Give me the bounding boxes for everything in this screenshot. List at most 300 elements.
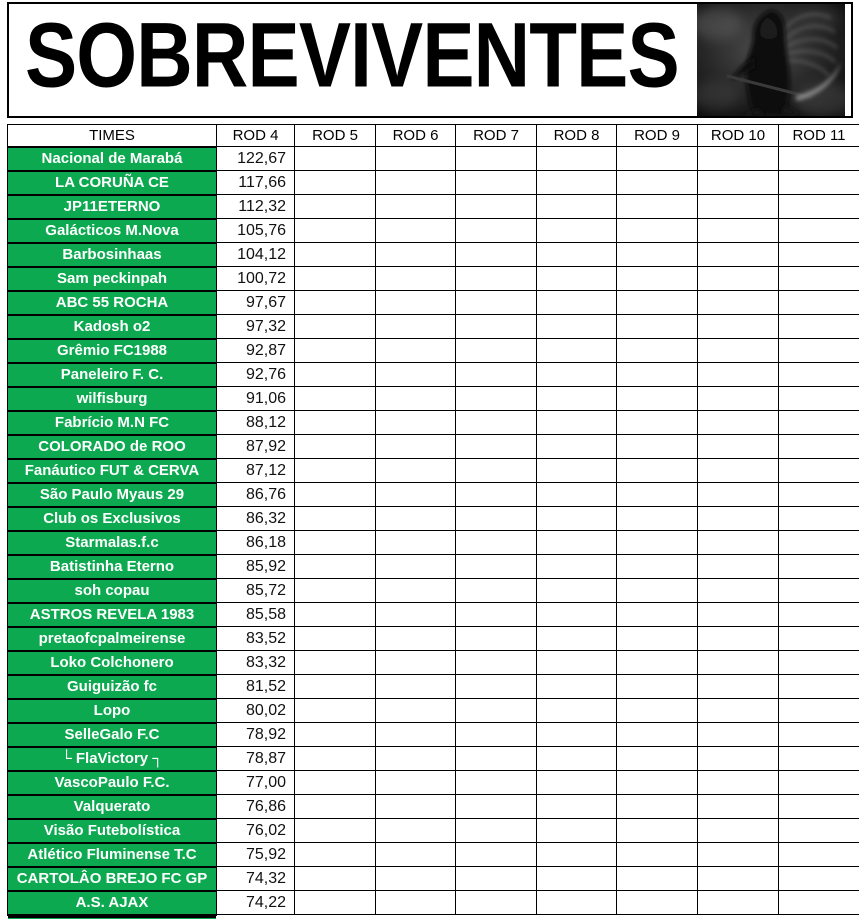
- team-cell[interactable]: São Paulo Myaus 29: [8, 483, 217, 507]
- rod4-value-cell[interactable]: 80,02: [217, 699, 295, 723]
- rod4-value-cell[interactable]: 87,12: [217, 459, 295, 483]
- rod7-empty-cell[interactable]: [456, 459, 537, 483]
- rod6-empty-cell[interactable]: [376, 483, 456, 507]
- rod5-empty-cell[interactable]: [295, 651, 376, 675]
- rod11-empty-cell[interactable]: [779, 891, 859, 915]
- team-cell[interactable]: JP11ETERNO: [8, 195, 217, 219]
- rod4-value-cell[interactable]: 92,76: [217, 363, 295, 387]
- rod4-value-cell[interactable]: 75,92: [217, 843, 295, 867]
- rod10-empty-cell[interactable]: [698, 675, 779, 699]
- rod10-empty-cell[interactable]: [698, 459, 779, 483]
- rod10-empty-cell[interactable]: [698, 195, 779, 219]
- rod8-empty-cell[interactable]: [537, 819, 617, 843]
- rod8-empty-cell[interactable]: [537, 675, 617, 699]
- rod6-empty-cell[interactable]: [376, 771, 456, 795]
- rod8-empty-cell[interactable]: [537, 531, 617, 555]
- rod8-empty-cell[interactable]: [537, 363, 617, 387]
- rod6-empty-cell[interactable]: [376, 603, 456, 627]
- rod11-empty-cell[interactable]: [779, 483, 859, 507]
- team-cell[interactable]: Paneleiro F. C.: [8, 363, 217, 387]
- column-header[interactable]: ROD 4: [217, 125, 295, 147]
- rod8-empty-cell[interactable]: [537, 411, 617, 435]
- rod6-empty-cell[interactable]: [376, 315, 456, 339]
- rod8-empty-cell[interactable]: [537, 315, 617, 339]
- rod5-empty-cell[interactable]: [295, 147, 376, 171]
- team-cell[interactable]: ABC 55 ROCHA: [8, 291, 217, 315]
- rod7-empty-cell[interactable]: [456, 819, 537, 843]
- rod10-empty-cell[interactable]: [698, 603, 779, 627]
- rod10-empty-cell[interactable]: [698, 795, 779, 819]
- rod8-empty-cell[interactable]: [537, 723, 617, 747]
- rod6-empty-cell[interactable]: [376, 411, 456, 435]
- rod9-empty-cell[interactable]: [617, 627, 698, 651]
- team-cell[interactable]: Barbosinhaas: [8, 243, 217, 267]
- team-cell[interactable]: Batistinha Eterno: [8, 555, 217, 579]
- grim-reaper-icon: [697, 4, 845, 116]
- rod7-empty-cell[interactable]: [456, 531, 537, 555]
- rod8-empty-cell[interactable]: [537, 267, 617, 291]
- rod7-empty-cell[interactable]: [456, 651, 537, 675]
- rod5-empty-cell[interactable]: [295, 291, 376, 315]
- rod7-empty-cell[interactable]: [456, 387, 537, 411]
- team-cell[interactable]: Galácticos M.Nova: [8, 219, 217, 243]
- rod10-empty-cell[interactable]: [698, 411, 779, 435]
- rod4-value-cell[interactable]: 91,06: [217, 387, 295, 411]
- team-cell[interactable]: Sam peckinpah: [8, 267, 217, 291]
- rod9-empty-cell[interactable]: [617, 699, 698, 723]
- rod4-value-cell[interactable]: 97,67: [217, 291, 295, 315]
- rod11-empty-cell[interactable]: [779, 771, 859, 795]
- rod11-empty-cell[interactable]: [779, 315, 859, 339]
- team-cell[interactable]: LA CORUÑA CE: [8, 171, 217, 195]
- rod4-value-cell[interactable]: 77,00: [217, 771, 295, 795]
- rod4-value-cell[interactable]: 74,32: [217, 867, 295, 891]
- rod6-empty-cell[interactable]: [376, 627, 456, 651]
- rod5-empty-cell[interactable]: [295, 459, 376, 483]
- team-cell[interactable]: soh copau: [8, 579, 217, 603]
- rod5-empty-cell[interactable]: [295, 219, 376, 243]
- rod4-value-cell[interactable]: 74,22: [217, 891, 295, 915]
- rod7-empty-cell[interactable]: [456, 147, 537, 171]
- team-cell[interactable]: Starmalas.f.c: [8, 531, 217, 555]
- rod7-empty-cell[interactable]: [456, 435, 537, 459]
- rod10-empty-cell[interactable]: [698, 531, 779, 555]
- rod6-empty-cell[interactable]: [376, 675, 456, 699]
- rod6-empty-cell[interactable]: [376, 843, 456, 867]
- rod5-empty-cell[interactable]: [295, 483, 376, 507]
- team-cell[interactable]: pretaofcpalmeirense: [8, 627, 217, 651]
- rod9-empty-cell[interactable]: [617, 507, 698, 531]
- rod10-empty-cell[interactable]: [698, 435, 779, 459]
- rod8-empty-cell[interactable]: [537, 483, 617, 507]
- rod5-empty-cell[interactable]: [295, 339, 376, 363]
- rod5-empty-cell[interactable]: [295, 171, 376, 195]
- team-cell[interactable]: Valquerato: [8, 795, 217, 819]
- rod4-value-cell[interactable]: 100,72: [217, 267, 295, 291]
- team-cell[interactable]: A.S. AJAX: [8, 891, 217, 915]
- rod7-empty-cell[interactable]: [456, 483, 537, 507]
- column-header[interactable]: ROD 9: [617, 125, 698, 147]
- rod6-empty-cell[interactable]: [376, 339, 456, 363]
- rod9-empty-cell[interactable]: [617, 219, 698, 243]
- rod7-empty-cell[interactable]: [456, 267, 537, 291]
- rod11-empty-cell[interactable]: [779, 627, 859, 651]
- rod11-empty-cell[interactable]: [779, 147, 859, 171]
- rod10-empty-cell[interactable]: [698, 771, 779, 795]
- rod5-empty-cell[interactable]: [295, 795, 376, 819]
- rod6-empty-cell[interactable]: [376, 363, 456, 387]
- rod8-empty-cell[interactable]: [537, 843, 617, 867]
- rod7-empty-cell[interactable]: [456, 171, 537, 195]
- team-cell[interactable]: Visão Futebolística: [8, 819, 217, 843]
- rod11-empty-cell[interactable]: [779, 339, 859, 363]
- rod7-empty-cell[interactable]: [456, 339, 537, 363]
- rod4-value-cell[interactable]: 117,66: [217, 171, 295, 195]
- rod8-empty-cell[interactable]: [537, 219, 617, 243]
- team-cell[interactable]: Fabrício M.N FC: [8, 411, 217, 435]
- rod9-empty-cell[interactable]: [617, 363, 698, 387]
- rod5-empty-cell[interactable]: [295, 771, 376, 795]
- rod11-empty-cell[interactable]: [779, 195, 859, 219]
- rod9-empty-cell[interactable]: [617, 747, 698, 771]
- rod10-empty-cell[interactable]: [698, 507, 779, 531]
- rod5-empty-cell[interactable]: [295, 891, 376, 915]
- rod4-value-cell[interactable]: 86,18: [217, 531, 295, 555]
- rod8-empty-cell[interactable]: [537, 195, 617, 219]
- rod9-empty-cell[interactable]: [617, 243, 698, 267]
- rod10-empty-cell[interactable]: [698, 339, 779, 363]
- rod11-empty-cell[interactable]: [779, 411, 859, 435]
- team-cell[interactable]: CARTOLÂO BREJO FC GP: [8, 867, 217, 891]
- rod5-empty-cell[interactable]: [295, 531, 376, 555]
- rod9-empty-cell[interactable]: [617, 891, 698, 915]
- rod9-empty-cell[interactable]: [617, 411, 698, 435]
- rod10-empty-cell[interactable]: [698, 315, 779, 339]
- rod7-empty-cell[interactable]: [456, 315, 537, 339]
- rod4-value-cell[interactable]: 97,32: [217, 315, 295, 339]
- column-header[interactable]: ROD 8: [537, 125, 617, 147]
- rod6-empty-cell[interactable]: [376, 699, 456, 723]
- team-cell[interactable]: Loko Colchonero: [8, 651, 217, 675]
- rod10-empty-cell[interactable]: [698, 219, 779, 243]
- rod9-empty-cell[interactable]: [617, 579, 698, 603]
- column-header[interactable]: ROD 7: [456, 125, 537, 147]
- rod5-empty-cell[interactable]: [295, 315, 376, 339]
- rod5-empty-cell[interactable]: [295, 435, 376, 459]
- rod6-empty-cell[interactable]: [376, 867, 456, 891]
- rod9-empty-cell[interactable]: [617, 555, 698, 579]
- rod11-empty-cell[interactable]: [779, 579, 859, 603]
- rod10-empty-cell[interactable]: [698, 147, 779, 171]
- rod9-empty-cell[interactable]: [617, 795, 698, 819]
- rod10-empty-cell[interactable]: [698, 171, 779, 195]
- rod7-empty-cell[interactable]: [456, 723, 537, 747]
- rod4-value-cell[interactable]: 122,67: [217, 147, 295, 171]
- rod11-empty-cell[interactable]: [779, 819, 859, 843]
- rod4-value-cell[interactable]: 86,32: [217, 507, 295, 531]
- team-cell[interactable]: wilfisburg: [8, 387, 217, 411]
- rod9-empty-cell[interactable]: [617, 339, 698, 363]
- column-header[interactable]: TIMES: [8, 125, 217, 147]
- rod10-empty-cell[interactable]: [698, 867, 779, 891]
- team-cell[interactable]: ASTROS REVELA 1983: [8, 603, 217, 627]
- rod5-empty-cell[interactable]: [295, 723, 376, 747]
- rod6-empty-cell[interactable]: [376, 171, 456, 195]
- rod10-empty-cell[interactable]: [698, 387, 779, 411]
- rod10-empty-cell[interactable]: [698, 483, 779, 507]
- rod6-empty-cell[interactable]: [376, 579, 456, 603]
- rod5-empty-cell[interactable]: [295, 387, 376, 411]
- rod8-empty-cell[interactable]: [537, 387, 617, 411]
- rod7-empty-cell[interactable]: [456, 747, 537, 771]
- rod9-empty-cell[interactable]: [617, 531, 698, 555]
- rod6-empty-cell[interactable]: [376, 291, 456, 315]
- rod10-empty-cell[interactable]: [698, 291, 779, 315]
- rod8-empty-cell[interactable]: [537, 171, 617, 195]
- rod8-empty-cell[interactable]: [537, 867, 617, 891]
- rod11-empty-cell[interactable]: [779, 867, 859, 891]
- rod11-empty-cell[interactable]: [779, 459, 859, 483]
- rod7-empty-cell[interactable]: [456, 699, 537, 723]
- rod9-empty-cell[interactable]: [617, 651, 698, 675]
- rod7-empty-cell[interactable]: [456, 579, 537, 603]
- rod4-value-cell[interactable]: 76,02: [217, 819, 295, 843]
- rod8-empty-cell[interactable]: [537, 747, 617, 771]
- rod11-empty-cell[interactable]: [779, 291, 859, 315]
- rod7-empty-cell[interactable]: [456, 843, 537, 867]
- rod7-empty-cell[interactable]: [456, 771, 537, 795]
- column-header[interactable]: ROD 5: [295, 125, 376, 147]
- team-cell[interactable]: └ FlaVictory ┐: [8, 747, 217, 771]
- rod8-empty-cell[interactable]: [537, 771, 617, 795]
- rod7-empty-cell[interactable]: [456, 243, 537, 267]
- rod5-empty-cell[interactable]: [295, 867, 376, 891]
- rod9-empty-cell[interactable]: [617, 843, 698, 867]
- rod7-empty-cell[interactable]: [456, 675, 537, 699]
- rod9-empty-cell[interactable]: [617, 483, 698, 507]
- rod5-empty-cell[interactable]: [295, 843, 376, 867]
- column-header[interactable]: ROD 10: [698, 125, 779, 147]
- rod4-value-cell[interactable]: 83,32: [217, 651, 295, 675]
- rod4-value-cell[interactable]: 86,76: [217, 483, 295, 507]
- rod5-empty-cell[interactable]: [295, 699, 376, 723]
- rod6-empty-cell[interactable]: [376, 195, 456, 219]
- rod8-empty-cell[interactable]: [537, 507, 617, 531]
- rod9-empty-cell[interactable]: [617, 459, 698, 483]
- rod11-empty-cell[interactable]: [779, 699, 859, 723]
- team-cell[interactable]: SelleGalo F.C: [8, 723, 217, 747]
- rod4-value-cell[interactable]: 83,52: [217, 627, 295, 651]
- rod6-empty-cell[interactable]: [376, 243, 456, 267]
- rod5-empty-cell[interactable]: [295, 675, 376, 699]
- rod4-value-cell[interactable]: 105,76: [217, 219, 295, 243]
- rod5-empty-cell[interactable]: [295, 555, 376, 579]
- rod9-empty-cell[interactable]: [617, 867, 698, 891]
- rod5-empty-cell[interactable]: [295, 507, 376, 531]
- rod9-empty-cell[interactable]: [617, 675, 698, 699]
- rod8-empty-cell[interactable]: [537, 891, 617, 915]
- rod10-empty-cell[interactable]: [698, 723, 779, 747]
- rod9-empty-cell[interactable]: [617, 387, 698, 411]
- rod6-empty-cell[interactable]: [376, 795, 456, 819]
- rod11-empty-cell[interactable]: [779, 219, 859, 243]
- team-cell[interactable]: VascoPaulo F.C.: [8, 771, 217, 795]
- rod7-empty-cell[interactable]: [456, 867, 537, 891]
- rod10-empty-cell[interactable]: [698, 579, 779, 603]
- rod10-empty-cell[interactable]: [698, 243, 779, 267]
- rod5-empty-cell[interactable]: [295, 243, 376, 267]
- team-cell[interactable]: Club os Exclusivos: [8, 507, 217, 531]
- rod10-empty-cell[interactable]: [698, 267, 779, 291]
- rod6-empty-cell[interactable]: [376, 435, 456, 459]
- rod11-empty-cell[interactable]: [779, 243, 859, 267]
- rod4-value-cell[interactable]: 81,52: [217, 675, 295, 699]
- rod4-value-cell[interactable]: 87,92: [217, 435, 295, 459]
- rod9-empty-cell[interactable]: [617, 147, 698, 171]
- rod7-empty-cell[interactable]: [456, 363, 537, 387]
- rod11-empty-cell[interactable]: [779, 795, 859, 819]
- rod8-empty-cell[interactable]: [537, 795, 617, 819]
- rod8-empty-cell[interactable]: [537, 651, 617, 675]
- rod10-empty-cell[interactable]: [698, 627, 779, 651]
- team-cell[interactable]: COLORADO de ROO: [8, 435, 217, 459]
- rod7-empty-cell[interactable]: [456, 291, 537, 315]
- rod11-empty-cell[interactable]: [779, 435, 859, 459]
- rod6-empty-cell[interactable]: [376, 147, 456, 171]
- rod8-empty-cell[interactable]: [537, 435, 617, 459]
- rod7-empty-cell[interactable]: [456, 507, 537, 531]
- team-cell[interactable]: Fanáutico FUT & CERVA: [8, 459, 217, 483]
- rod7-empty-cell[interactable]: [456, 411, 537, 435]
- rod5-empty-cell[interactable]: [295, 747, 376, 771]
- rod6-empty-cell[interactable]: [376, 747, 456, 771]
- rod6-empty-cell[interactable]: [376, 267, 456, 291]
- rod4-value-cell[interactable]: 76,86: [217, 795, 295, 819]
- table-row: [8, 387, 859, 411]
- team-cell[interactable]: Atlético Fluminense T.C: [8, 843, 217, 867]
- rod9-empty-cell[interactable]: [617, 195, 698, 219]
- rod11-empty-cell[interactable]: [779, 267, 859, 291]
- rod5-empty-cell[interactable]: [295, 195, 376, 219]
- rod8-empty-cell[interactable]: [537, 579, 617, 603]
- rod4-value-cell[interactable]: 88,12: [217, 411, 295, 435]
- team-cell[interactable]: Nacional de Marabá: [8, 147, 217, 171]
- rod10-empty-cell[interactable]: [698, 363, 779, 387]
- rod4-value-cell[interactable]: 104,12: [217, 243, 295, 267]
- rod9-empty-cell[interactable]: [617, 171, 698, 195]
- rod11-empty-cell[interactable]: [779, 675, 859, 699]
- rod8-empty-cell[interactable]: [537, 459, 617, 483]
- rod5-empty-cell[interactable]: [295, 579, 376, 603]
- rod6-empty-cell[interactable]: [376, 891, 456, 915]
- rod11-empty-cell[interactable]: [779, 531, 859, 555]
- rod11-empty-cell[interactable]: [779, 363, 859, 387]
- rod6-empty-cell[interactable]: [376, 819, 456, 843]
- rod11-empty-cell[interactable]: [779, 723, 859, 747]
- rod9-empty-cell[interactable]: [617, 819, 698, 843]
- rod8-empty-cell[interactable]: [537, 699, 617, 723]
- rod9-empty-cell[interactable]: [617, 267, 698, 291]
- rod11-empty-cell[interactable]: [779, 843, 859, 867]
- rod5-empty-cell[interactable]: [295, 627, 376, 651]
- rod11-empty-cell[interactable]: [779, 555, 859, 579]
- rod4-value-cell[interactable]: 85,72: [217, 579, 295, 603]
- rod9-empty-cell[interactable]: [617, 315, 698, 339]
- rod8-empty-cell[interactable]: [537, 243, 617, 267]
- rod7-empty-cell[interactable]: [456, 795, 537, 819]
- team-cell[interactable]: Grêmio FC1988: [8, 339, 217, 363]
- rod6-empty-cell[interactable]: [376, 531, 456, 555]
- rod6-empty-cell[interactable]: [376, 219, 456, 243]
- table-row: [8, 459, 859, 483]
- rod10-empty-cell[interactable]: [698, 747, 779, 771]
- rod5-empty-cell[interactable]: [295, 267, 376, 291]
- rod11-empty-cell[interactable]: [779, 651, 859, 675]
- rod6-empty-cell[interactable]: [376, 651, 456, 675]
- rod7-empty-cell[interactable]: [456, 219, 537, 243]
- rod11-empty-cell[interactable]: [779, 507, 859, 531]
- rod9-empty-cell[interactable]: [617, 603, 698, 627]
- rod9-empty-cell[interactable]: [617, 723, 698, 747]
- rod11-empty-cell[interactable]: [779, 387, 859, 411]
- rod4-value-cell[interactable]: 85,92: [217, 555, 295, 579]
- rod7-empty-cell[interactable]: [456, 603, 537, 627]
- rod4-value-cell[interactable]: 78,87: [217, 747, 295, 771]
- rod10-empty-cell[interactable]: [698, 891, 779, 915]
- rod8-empty-cell[interactable]: [537, 603, 617, 627]
- rod7-empty-cell[interactable]: [456, 627, 537, 651]
- rod9-empty-cell[interactable]: [617, 435, 698, 459]
- team-cell[interactable]: Kadosh o2: [8, 315, 217, 339]
- rod4-value-cell[interactable]: 92,87: [217, 339, 295, 363]
- rod8-empty-cell[interactable]: [537, 627, 617, 651]
- rod4-value-cell[interactable]: 112,32: [217, 195, 295, 219]
- column-header[interactable]: ROD 6: [376, 125, 456, 147]
- rod11-empty-cell[interactable]: [779, 747, 859, 771]
- rod7-empty-cell[interactable]: [456, 195, 537, 219]
- rod8-empty-cell[interactable]: [537, 291, 617, 315]
- team-cell[interactable]: Guiguizão fc: [8, 675, 217, 699]
- rod8-empty-cell[interactable]: [537, 339, 617, 363]
- rod6-empty-cell[interactable]: [376, 555, 456, 579]
- rod8-empty-cell[interactable]: [537, 147, 617, 171]
- rod8-empty-cell[interactable]: [537, 555, 617, 579]
- rod7-empty-cell[interactable]: [456, 891, 537, 915]
- rod5-empty-cell[interactable]: [295, 363, 376, 387]
- rod5-empty-cell[interactable]: [295, 411, 376, 435]
- rod4-value-cell[interactable]: 85,58: [217, 603, 295, 627]
- rod10-empty-cell[interactable]: [698, 699, 779, 723]
- rod6-empty-cell[interactable]: [376, 723, 456, 747]
- rod9-empty-cell[interactable]: [617, 771, 698, 795]
- rod4-value-cell[interactable]: 78,92: [217, 723, 295, 747]
- rod5-empty-cell[interactable]: [295, 603, 376, 627]
- rod10-empty-cell[interactable]: [698, 843, 779, 867]
- rod6-empty-cell[interactable]: [376, 459, 456, 483]
- rod6-empty-cell[interactable]: [376, 387, 456, 411]
- rod11-empty-cell[interactable]: [779, 603, 859, 627]
- rod5-empty-cell[interactable]: [295, 819, 376, 843]
- rod11-empty-cell[interactable]: [779, 171, 859, 195]
- rod10-empty-cell[interactable]: [698, 819, 779, 843]
- rod9-empty-cell[interactable]: [617, 291, 698, 315]
- team-cell[interactable]: Lopo: [8, 699, 217, 723]
- rod6-empty-cell[interactable]: [376, 507, 456, 531]
- rod10-empty-cell[interactable]: [698, 555, 779, 579]
- rod10-empty-cell[interactable]: [698, 651, 779, 675]
- rod7-empty-cell[interactable]: [456, 555, 537, 579]
- column-header[interactable]: ROD 11: [779, 125, 859, 147]
